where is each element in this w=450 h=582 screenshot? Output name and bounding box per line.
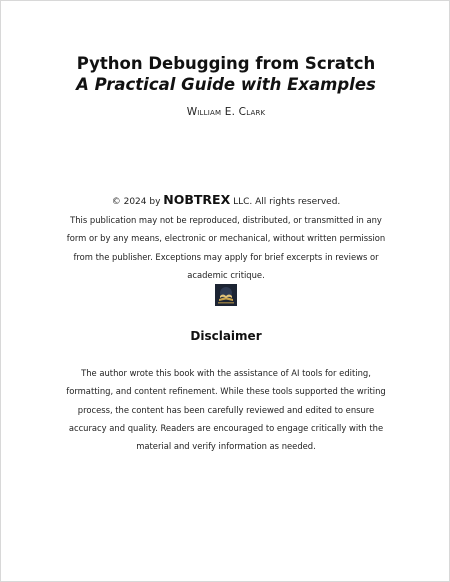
book-logo-icon xyxy=(215,284,237,306)
disclaimer-paragraph: The author wrote this book with the assistance of AI tools for editing, formatting, and content refinement. While these tools supported the writing process, the content has been carefully reviewed and edited to ensure accuracy and quality. Readers are encouraged to engage critically with the material and verify information as needed. xyxy=(66,368,386,452)
disclaimer-heading: Disclaimer xyxy=(190,329,262,343)
copyright-prefix: © 2024 by xyxy=(111,197,161,207)
copyright-suffix: LLC. All rights reserved. xyxy=(233,197,341,207)
copyright-line xyxy=(1,192,450,207)
author-name: William E. Clark xyxy=(186,106,266,118)
rights-paragraph: This publication may not be reproduced, distributed, or transmitted in any form or by any means, electronic or mechanical, without written permission from the publisher. Exceptions may apply for brief excerpts in reviews or academic critique. xyxy=(66,215,386,280)
publisher-brand: NOBTREX xyxy=(163,192,231,207)
title-block xyxy=(1,53,450,95)
book-title: Python Debugging from Scratch xyxy=(76,54,376,73)
book-subtitle: A Practical Guide with Examples xyxy=(76,75,376,94)
